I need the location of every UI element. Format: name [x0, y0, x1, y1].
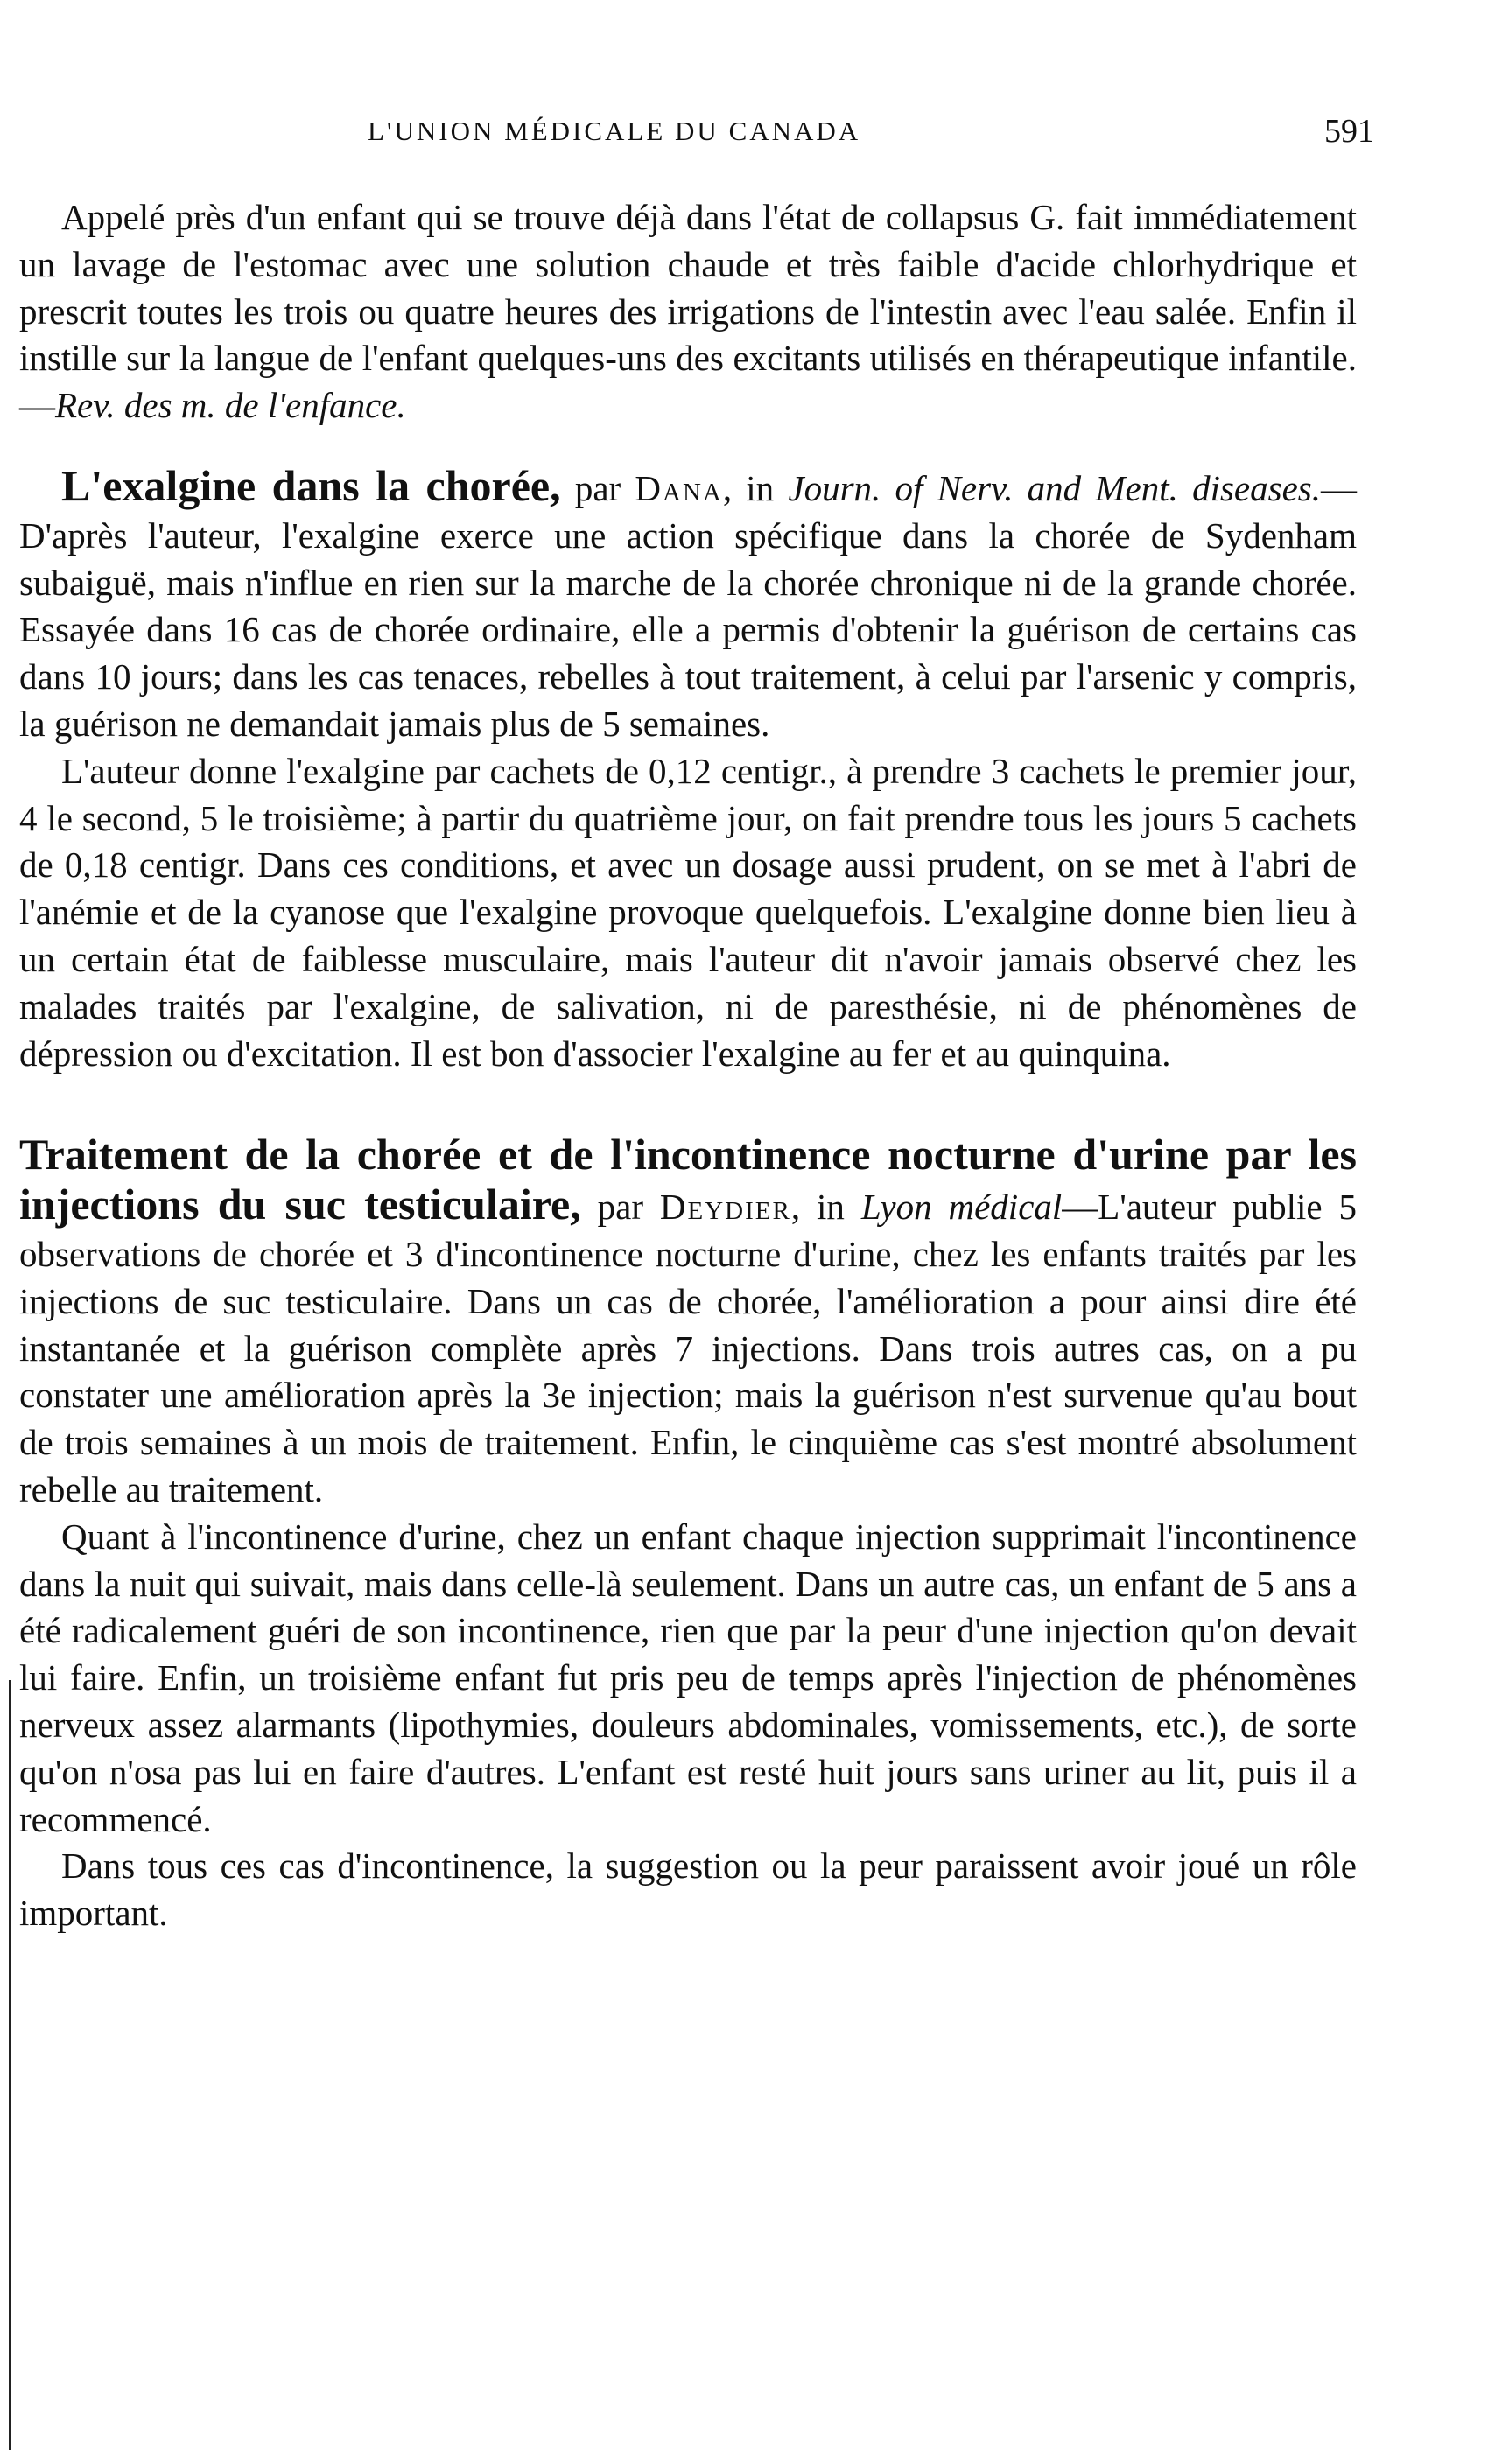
- article-testiculaire-by: par: [580, 1186, 660, 1228]
- intro-paragraph: [19, 194, 1357, 430]
- article-testiculaire-paragraph-3: Dans tous ces cas d'incontinence, la suggestion ou la peur paraissent avoir joué un rôle important.: [19, 1845, 1357, 1934]
- intro-source: Rev. des m. de l'enfance.: [55, 385, 406, 426]
- article-exalgine-paragraph-2: L'auteur donne l'exalgine par cachets de 0,12 centigr., à prendre 3 cachets le premier jour, 4 le second, 5 le troisième; à partir du quatrième jour, on fait prendre tous les jours 5 cachets de 0,18 centigr. Dans ces conditions, et avec un dosage aussi prudent, on se met à l'abri de l'anémie et de la cyanose que l'exalgine provoque quelquefois. L'exalgine donne bien lieu à un certain état de faiblesse musculaire, mais l'auteur dit n'avoir jamais observé chez les malades traités par l'exalgine, de salivation, ni de paresthésie, ni de phénomènes de dépression ou d'excitation. Il est bon d'associer l'exalgine au fer et au quinquina.: [19, 750, 1357, 1074]
- article-testiculaire-paragraph-2: Quant à l'incontinence d'urine, chez un enfant chaque injection supprimait l'incontinence dans la nuit qui suivait, mais dans celle-là seulement. Dans un autre cas, un enfant de 5 ans a été radicalement guéri de son incontinence, rien que par la peur d'une injection qu'on devait lui faire. Enfin, un troisième enfant fut pris peu de temps après l'injection de phénomènes nerveux assez alarmants (lipothymies, douleurs abdominales, vomissements, etc.), de sorte qu'on n'osa pas lui en faire d'autres. L'enfant est resté huit jours sans uriner au lit, puis il a recommencé.: [19, 1516, 1357, 1839]
- running-title: L'UNION MÉDICALE DU CANADA: [368, 116, 861, 146]
- article-testiculaire-text: —L'auteur publie 5 observations de chorée et 3 d'incontinence nocturne d'urine, chez les enfants traités par les injections de suc testiculaire. Dans un cas de chorée, l'amélioration a pour ainsi dire été instantanée et la guérison complète après 7 injections. Dans trois autres cas, on a pu constater une amélioration après la 3e injection; mais la guérison n'est survenue qu'au bout de trois semaines à un mois de traitement. Enfin, le cinquième cas s'est montré absolument rebelle au traitement.: [19, 1186, 1357, 1509]
- intro-text: Appelé près d'un enfant qui se trouve déjà dans l'état de collapsus G. fait immédiatement un lavage de l'estomac avec une solution chaude et très faible d'acide chlorhydrique et prescrit toutes les trois ou quatre heures des irrigations de l'intestin avec l'eau salée. Enfin il instille sur la langue de l'enfant quelques-uns des excitants utilisés en thérapeutique infantile.—: [19, 197, 1357, 426]
- article-suc-testiculaire: [19, 1131, 1357, 1937]
- article-exalgine-in: , in: [722, 467, 789, 508]
- article-testiculaire-author: Deydier: [659, 1186, 791, 1228]
- article-exalgine-by: par: [560, 467, 635, 508]
- body-text: [19, 194, 1357, 1937]
- article-exalgine-title: L'exalgine dans la chorée,: [61, 460, 561, 510]
- margin-rule: [9, 1680, 11, 2450]
- article-testiculaire-journal: Lyon médical: [860, 1186, 1063, 1228]
- article-exalgine-text: —D'après l'auteur, l'exalgine exerce une action spécifique dans la chorée de Sydenham subaiguë, mais n'influe en rien sur la marche de la chorée chronique ni de la grande chorée. Essayée dans 16 cas de chorée ordinaire, elle a permis d'obtenir la guérison de certains cas dans 10 jours; dans les cas tenaces, rebelles à tout traitement, à celui par l'arsenic y compris, la guérison ne demandait jamais plus de 5 semaines.: [19, 467, 1357, 744]
- page-number: 591: [1324, 113, 1374, 150]
- article-testiculaire-in: , in: [790, 1186, 861, 1228]
- article-exalgine: [19, 460, 1357, 1077]
- article-exalgine-journal: Journ. of Nerv. and Ment. diseases.: [788, 467, 1321, 508]
- article-testiculaire-paragraph-1: [19, 1131, 1357, 1513]
- article-exalgine-paragraph-1: [19, 460, 1357, 748]
- page-header: [35, 113, 1374, 168]
- article-testiculaire-title: Traitement de la chorée et de l'incontinence nocturne d'urine par les injections du suc testiculaire,: [19, 1130, 1357, 1229]
- article-exalgine-author: Dana: [635, 467, 723, 508]
